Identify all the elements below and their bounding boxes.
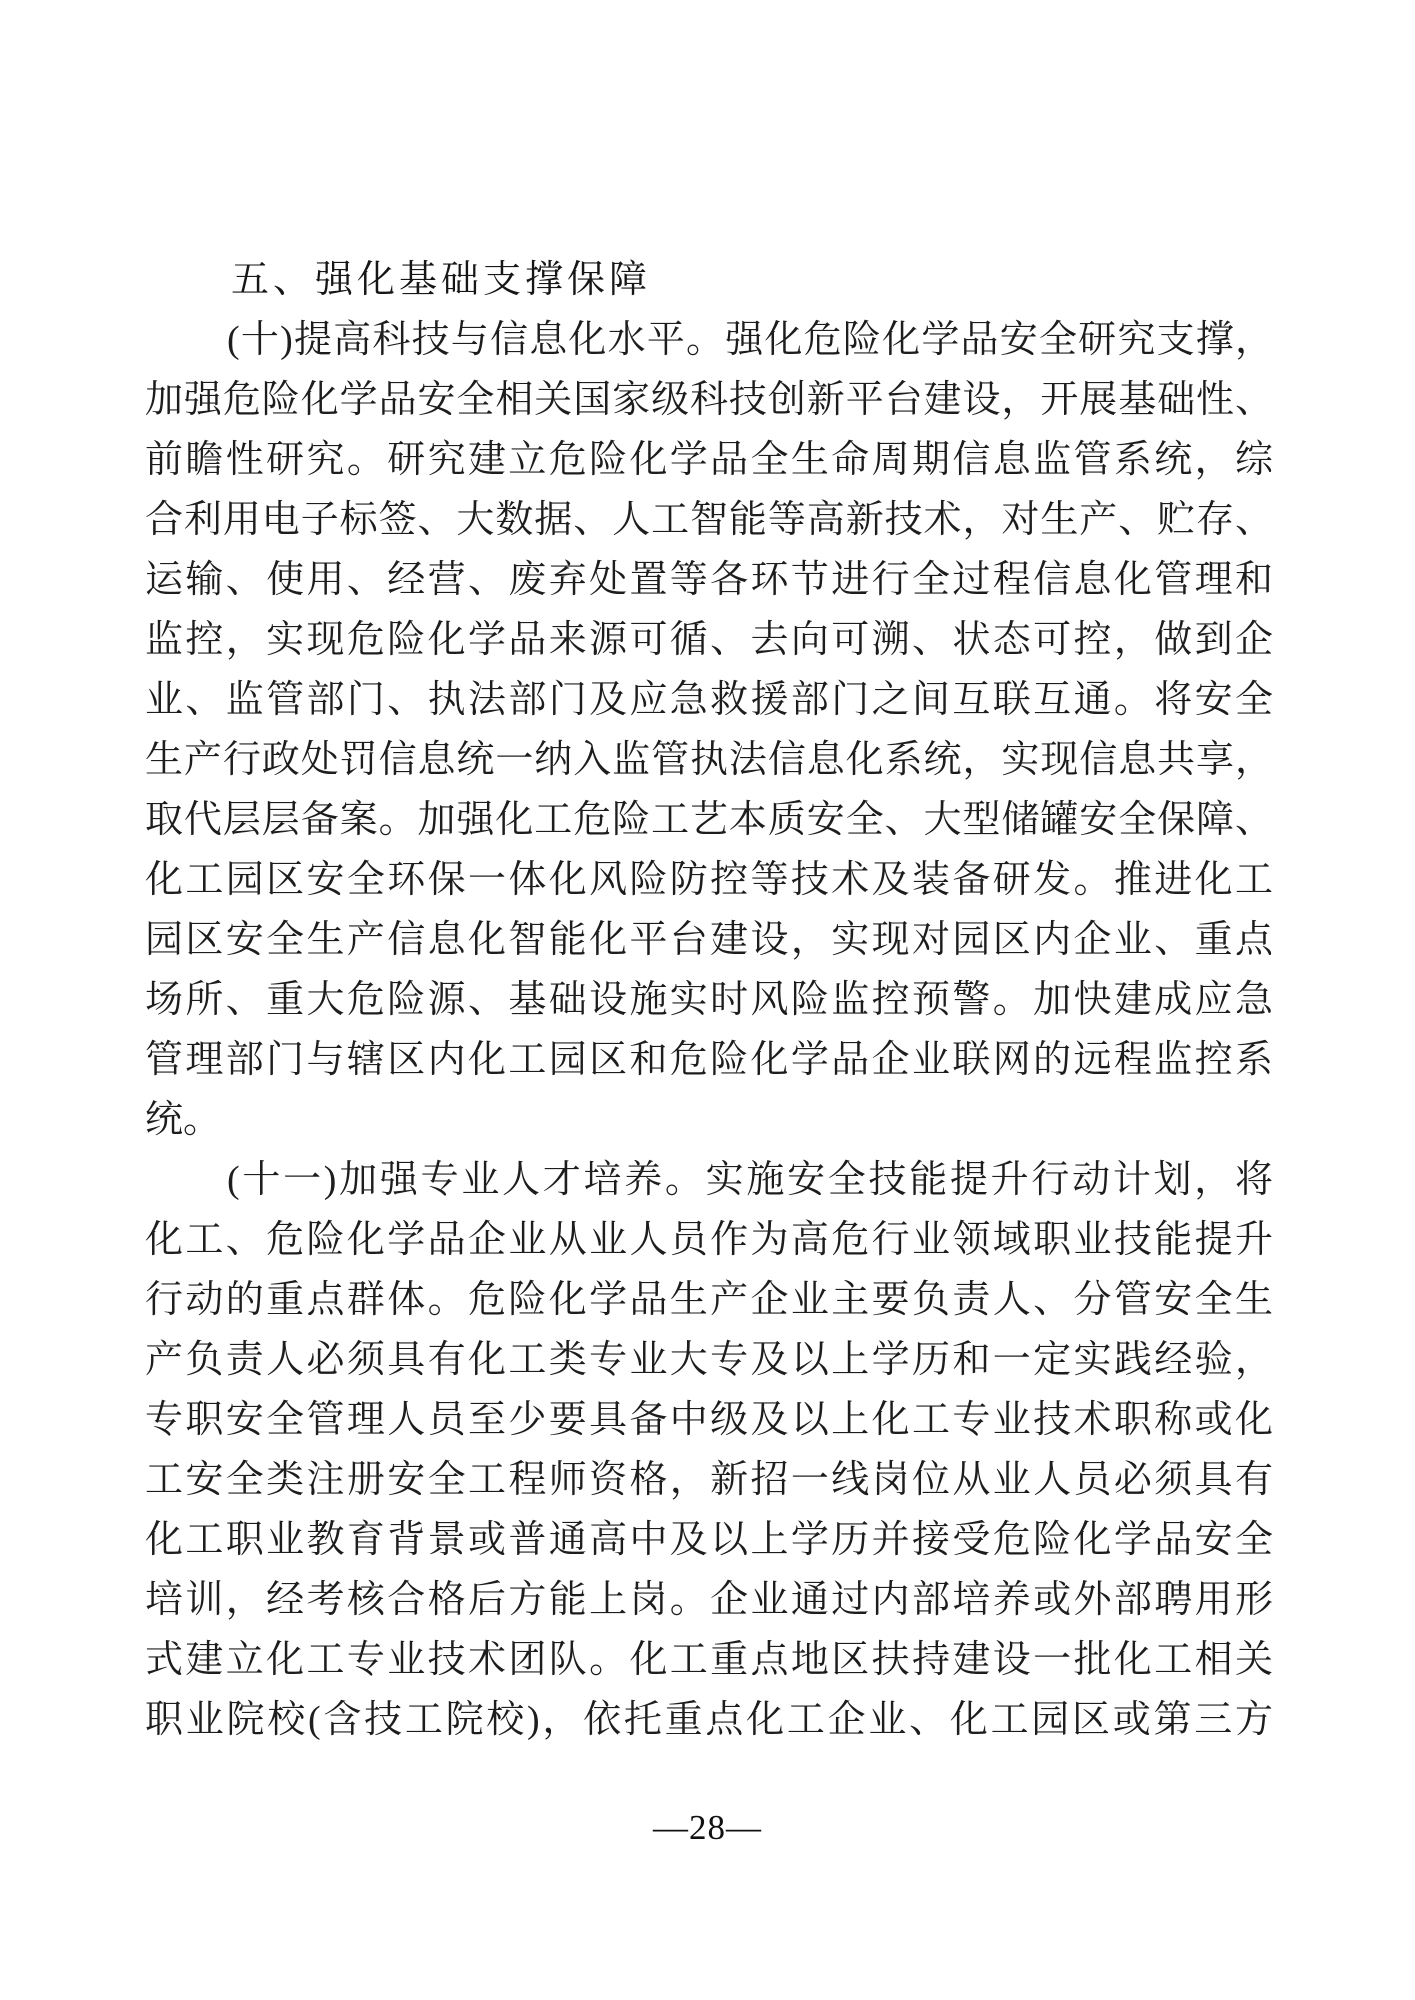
text-line: 加强危险化学品安全相关国家级科技创新平台建设，开展基础性、	[145, 379, 1273, 421]
text-line: 产负责人必须具有化工类专业大专及以上学历和一定实践经验，	[145, 1339, 1273, 1381]
text-block	[145, 250, 1273, 1750]
text-line: 培训，经考核合格后方能上岗。企业通过内部培养或外部聘用形	[145, 1579, 1273, 1621]
text-line: (十一)加强专业人才培养。实施安全技能提升行动计划，将	[227, 1159, 1273, 1201]
text-line: 化工园区安全环保一体化风险防控等技术及装备研发。推进化工	[145, 859, 1273, 901]
text-line: 统。	[145, 1099, 222, 1141]
text-line: 前瞻性研究。研究建立危险化学品全生命周期信息监管系统，综	[145, 439, 1273, 481]
text-line: 运输、使用、经营、废弃处置等各环节进行全过程信息化管理和	[145, 559, 1273, 601]
text-line: 工安全类注册安全工程师资格，新招一线岗位从业人员必须具有	[145, 1459, 1273, 1501]
text-line: 化工、危险化学品企业从业人员作为高危行业领域职业技能提升	[145, 1219, 1273, 1261]
text-line: 式建立化工专业技术团队。化工重点地区扶持建设一批化工相关	[145, 1639, 1273, 1681]
paragraph-11	[145, 1150, 1273, 1750]
text-line: 专职安全管理人员至少要具备中级及以上化工专业技术职称或化	[145, 1399, 1273, 1441]
text-line: (十)提高科技与信息化水平。强化危险化学品安全研究支撑，	[227, 319, 1273, 361]
paragraph-10	[145, 310, 1273, 1150]
text-line: 监控，实现危险化学品来源可循、去向可溯、状态可控，做到企	[145, 619, 1273, 661]
section-heading: 五、强化基础支撑保障	[231, 259, 652, 301]
text-line: 业、监管部门、执法部门及应急救援部门之间互联互通。将安全	[145, 679, 1273, 721]
text-line: 生产行政处罚信息统一纳入监管执法信息化系统，实现信息共享，	[145, 739, 1273, 781]
page-number: —28—	[653, 1808, 762, 1847]
text-line: 职业院校(含技工院校)，依托重点化工企业、化工园区或第三方	[145, 1699, 1273, 1741]
text-line: 场所、重大危险源、基础设施实时风险监控预警。加快建成应急	[145, 979, 1273, 1021]
page-footer	[0, 1806, 1415, 1850]
text-line: 管理部门与辖区内化工园区和危险化学品企业联网的远程监控系	[145, 1039, 1273, 1081]
text-line: 取代层层备案。加强化工危险工艺本质安全、大型储罐安全保障、	[145, 799, 1273, 841]
text-line: 化工职业教育背景或普通高中及以上学历并接受危险化学品安全	[145, 1519, 1273, 1561]
text-line: 行动的重点群体。危险化学品生产企业主要负责人、分管安全生	[145, 1279, 1273, 1321]
text-line: 合利用电子标签、大数据、人工智能等高新技术，对生产、贮存、	[145, 499, 1273, 541]
text-line: 园区安全生产信息化智能化平台建设，实现对园区内企业、重点	[145, 919, 1273, 961]
